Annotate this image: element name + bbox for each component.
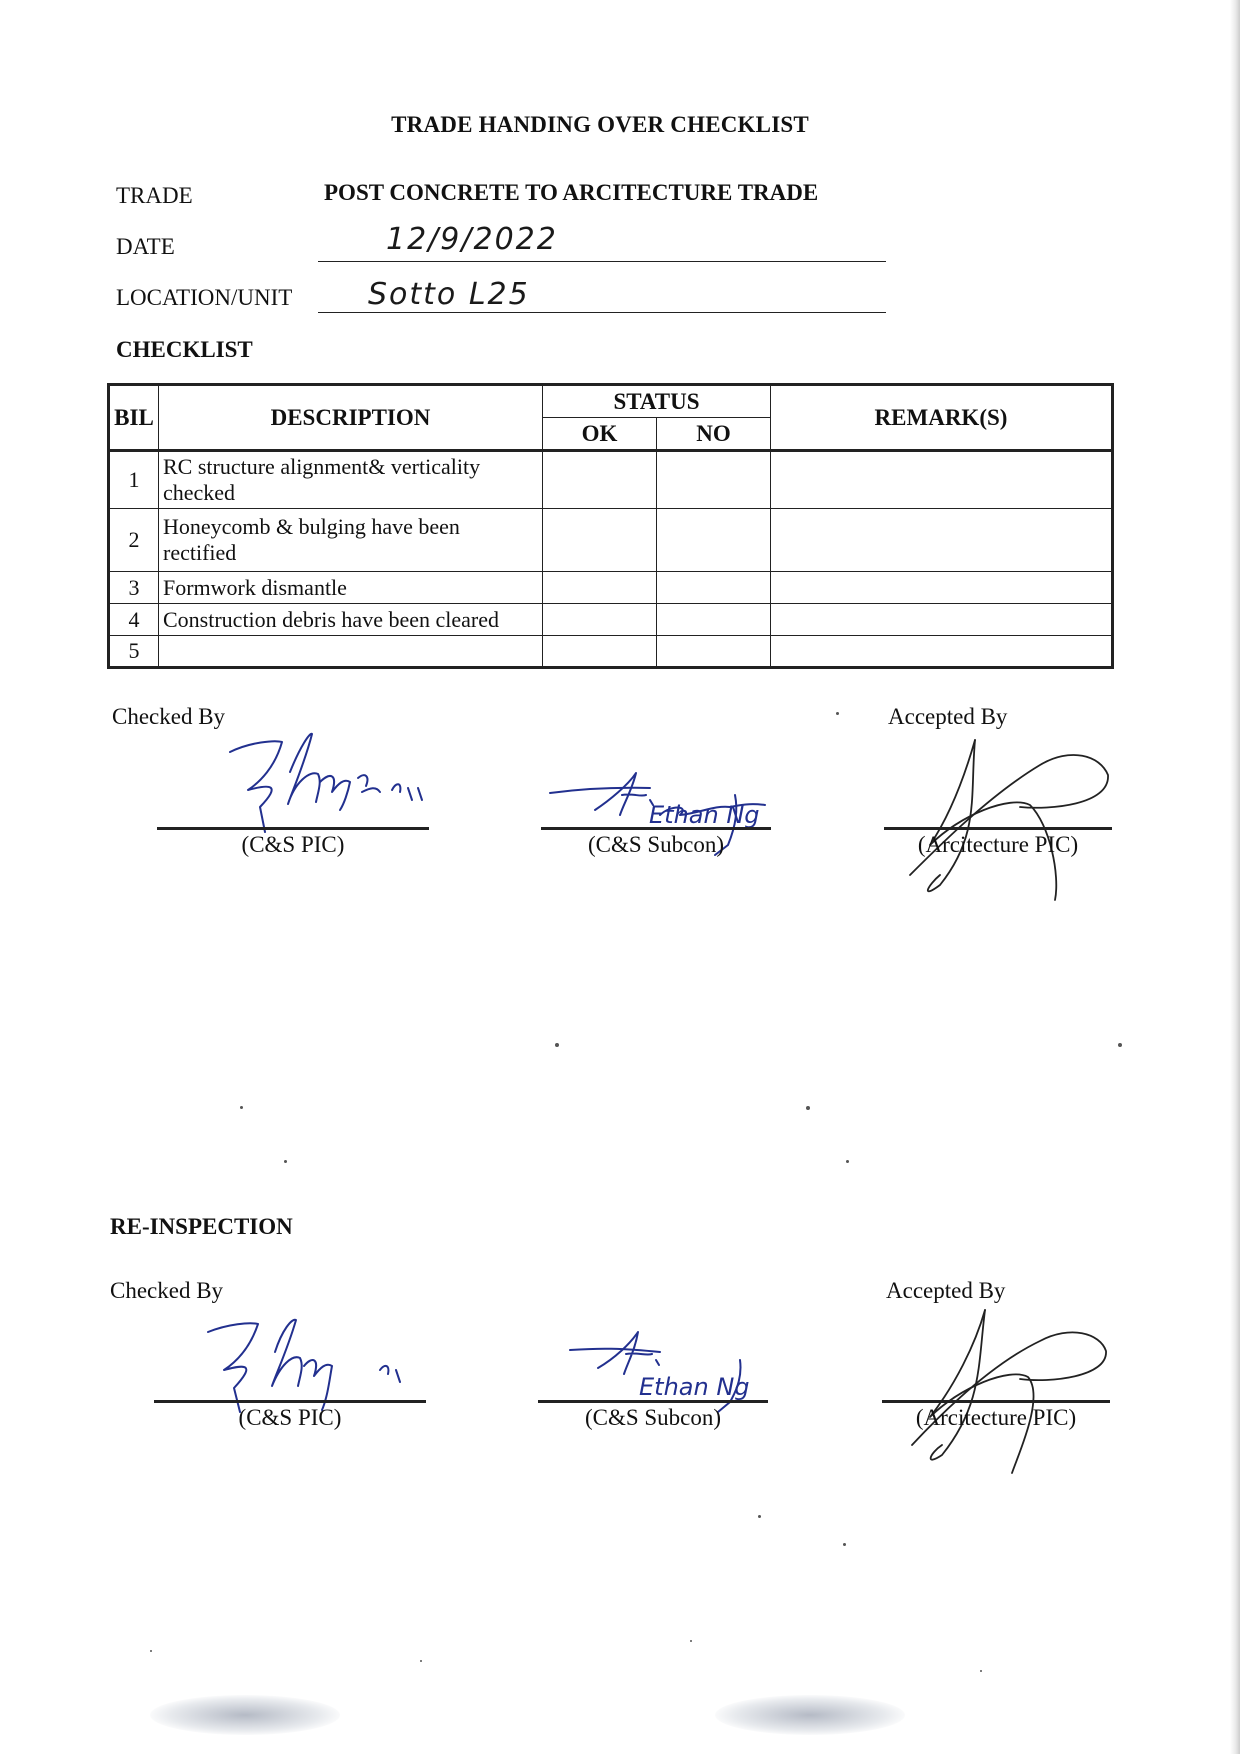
checked-by-label: Checked By — [112, 704, 226, 729]
trade-value: POST CONCRETE TO ARCITECTURE TRADE — [324, 180, 819, 205]
header-status: STATUS — [543, 385, 771, 418]
reinspection-checked-by-label: Checked By — [110, 1278, 224, 1303]
header-ok: OK — [543, 418, 657, 451]
arch-pic-signature — [900, 735, 1130, 905]
row-no — [657, 451, 771, 509]
checklist-heading: CHECKLIST — [116, 337, 253, 362]
scan-smudge — [715, 1695, 905, 1735]
scan-speck — [240, 1106, 243, 1109]
scan-speck — [846, 1160, 849, 1163]
reinspection-cs-subcon-label: (C&S Subcon) — [584, 1405, 722, 1430]
document-title: TRADE HANDING OVER CHECKLIST — [391, 112, 809, 137]
row-no — [657, 604, 771, 636]
scan-speck — [806, 1106, 810, 1110]
checklist-table — [107, 383, 1114, 669]
scan-speck — [284, 1160, 287, 1163]
row-remarks — [771, 451, 1113, 509]
reinspection-cs-subcon-name — [635, 1365, 765, 1405]
arch-pic-label: (Arcitecture PIC) — [917, 832, 1079, 857]
row-ok — [543, 604, 657, 636]
table-row — [109, 604, 1113, 636]
row-description: Construction debris have been cleared — [159, 604, 543, 636]
accepted-by-label: Accepted By — [888, 704, 1008, 729]
reinspection-cs-pic-sign-line — [154, 1400, 426, 1403]
reinspection-accepted-by-label: Accepted By — [886, 1278, 1006, 1303]
scan-speck — [980, 1670, 982, 1672]
scan-speck — [690, 1640, 692, 1642]
header-description: DESCRIPTION — [159, 385, 543, 451]
table-row — [109, 509, 1113, 572]
row-no — [657, 509, 771, 572]
row-description: Honeycomb & bulging have been rectified — [159, 509, 543, 572]
row-description — [159, 636, 543, 668]
row-bil: 3 — [109, 572, 159, 604]
scan-edge — [1230, 0, 1240, 1754]
row-bil: 1 — [109, 451, 159, 509]
row-no — [657, 636, 771, 668]
trade-label: TRADE — [116, 183, 193, 208]
row-ok — [543, 451, 657, 509]
header-remarks: REMARK(S) — [771, 385, 1113, 451]
row-description: Formwork dismantle — [159, 572, 543, 604]
date-value: 12/9/2022 — [386, 222, 558, 257]
scan-smudge — [150, 1695, 340, 1735]
cs-subcon-label: (C&S Subcon) — [587, 832, 725, 857]
table-row — [109, 572, 1113, 604]
cs-pic-signature — [220, 712, 480, 832]
cs-subcon-sign-line — [541, 827, 771, 830]
row-no — [657, 572, 771, 604]
row-ok — [543, 572, 657, 604]
table-row — [109, 636, 1113, 668]
reinspection-arch-pic-label: (Arcitecture PIC) — [915, 1405, 1077, 1430]
row-ok — [543, 636, 657, 668]
scan-speck — [758, 1515, 761, 1518]
scan-speck — [150, 1650, 152, 1652]
scan-speck — [420, 1660, 422, 1662]
cs-pic-sign-line — [157, 827, 429, 830]
cs-pic-label: (C&S PIC) — [241, 832, 345, 857]
reinspection-arch-pic-signature — [900, 1305, 1130, 1475]
row-remarks — [771, 604, 1113, 636]
scan-speck — [1118, 1043, 1122, 1047]
row-description: RC structure alignment& verticality checked — [159, 451, 543, 509]
reinspection-cs-pic-label: (C&S PIC) — [238, 1405, 342, 1430]
location-label: LOCATION/UNIT — [116, 285, 293, 310]
row-remarks — [771, 572, 1113, 604]
row-remarks — [771, 509, 1113, 572]
location-value: Sotto L25 — [368, 277, 530, 312]
scan-speck — [555, 1043, 559, 1047]
date-label: DATE — [116, 234, 175, 259]
cs-subcon-name-text: Ethan Ng — [649, 801, 760, 829]
row-remarks — [771, 636, 1113, 668]
header-no: NO — [657, 418, 771, 451]
date-underline — [318, 261, 886, 262]
arch-pic-sign-line — [884, 827, 1112, 830]
reinspection-heading: RE-INSPECTION — [110, 1214, 293, 1239]
table-row — [109, 451, 1113, 509]
reinspection-cs-subcon-sign-line — [538, 1400, 768, 1403]
row-bil: 4 — [109, 604, 159, 636]
reinspection-cs-subcon-name-text: Ethan Ng — [639, 1373, 750, 1401]
row-ok — [543, 509, 657, 572]
header-bil: BIL — [109, 385, 159, 451]
scan-speck — [843, 1543, 846, 1546]
row-bil: 5 — [109, 636, 159, 668]
row-bil: 2 — [109, 509, 159, 572]
location-underline — [318, 312, 886, 313]
reinspection-arch-pic-sign-line — [882, 1400, 1110, 1403]
scan-speck — [836, 712, 839, 715]
